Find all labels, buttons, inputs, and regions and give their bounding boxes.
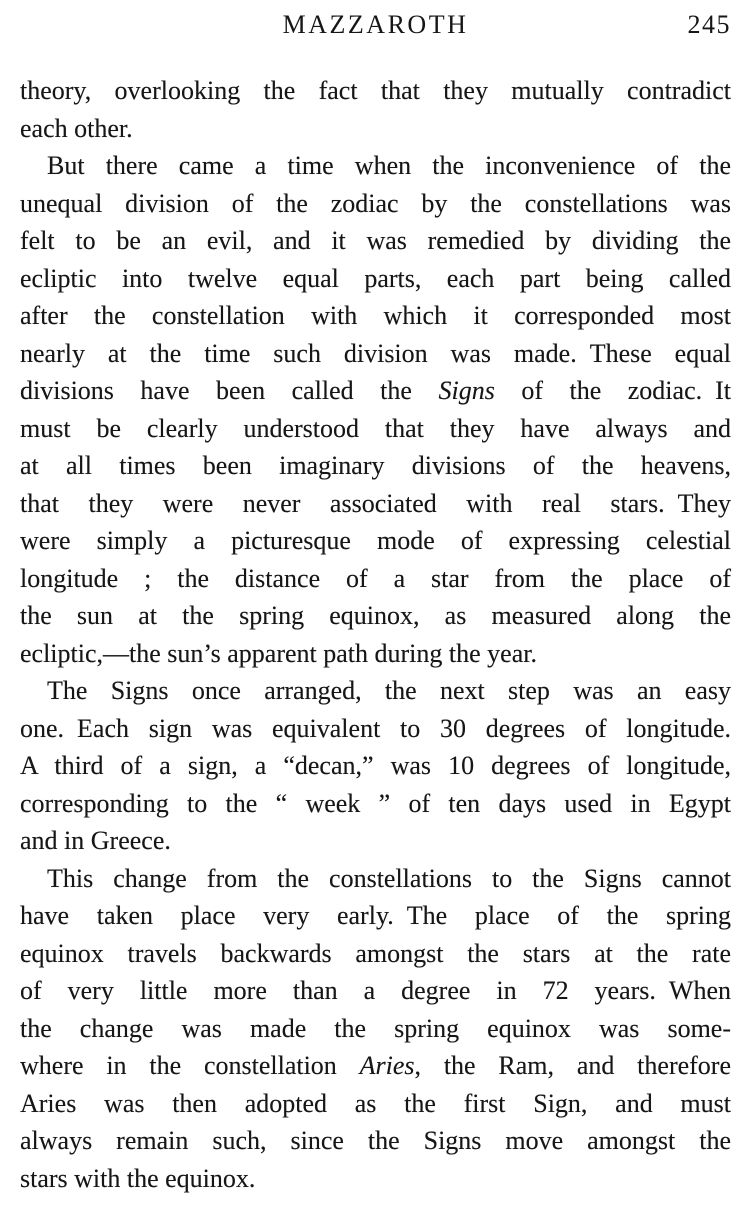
text-segment: each other.	[20, 113, 133, 143]
text-line	[20, 672, 731, 710]
page-number: 245	[687, 10, 731, 39]
text-segment: have taken place very early. The place of the spring	[20, 901, 731, 930]
text-line	[20, 785, 731, 823]
text-segment: that they were never associated with real stars. They	[20, 488, 731, 518]
text-line	[20, 297, 731, 335]
text-segment: But there came a time when the inconvenience of the	[47, 151, 731, 180]
text-segment: unequal division of the zodiac by the constellations was	[20, 188, 731, 218]
text-line	[20, 410, 731, 448]
text-line	[20, 972, 731, 1010]
page-title: MAZZAROTH	[282, 10, 469, 39]
text-line	[20, 822, 731, 860]
text-segment: where in the constellation	[20, 1051, 360, 1080]
text-segment: theory, overlooking the fact that they mutually contradict	[20, 76, 731, 105]
text-line	[20, 372, 731, 410]
text-line	[20, 635, 731, 673]
text-line	[20, 72, 731, 110]
text-segment: ecliptic into twelve equal parts, each part being called	[20, 263, 731, 293]
text-line	[20, 747, 731, 785]
text-line	[20, 110, 731, 148]
text-segment: Aries was then adopted as the first Sign, and must	[20, 1088, 731, 1118]
text-segment: divisions have been called the	[20, 376, 439, 405]
text-line	[20, 897, 731, 935]
text-line	[20, 1085, 731, 1123]
text-line	[20, 222, 731, 260]
running-header	[20, 10, 731, 40]
text-line	[20, 1160, 731, 1198]
text-line	[20, 1122, 731, 1160]
text-line	[20, 485, 731, 523]
page-body	[20, 72, 731, 1197]
text-segment: one. Each sign was equivalent to 30 degrees of longitude.	[20, 713, 731, 743]
text-segment: were simply a picturesque mode of expressing celestial	[20, 526, 731, 555]
text-segment: nearly at the time such division was made. These equal	[20, 338, 731, 368]
text-line	[20, 860, 731, 898]
italic-text: Signs	[438, 376, 495, 405]
text-segment: at all times been imaginary divisions of the heavens,	[20, 451, 731, 480]
text-segment: felt to be an evil, and it was remedied by dividing the	[20, 226, 731, 255]
text-segment: equinox travels backwards amongst the stars at the rate	[20, 938, 731, 968]
text-segment: This change from the constellations to the Signs cannot	[47, 863, 731, 893]
text-segment: the change was made the spring equinox was some-	[20, 1013, 731, 1043]
text-segment: ecliptic,—the sun’s apparent path during the year.	[20, 638, 537, 668]
text-line	[20, 935, 731, 973]
text-segment: must be clearly understood that they have always and	[20, 413, 731, 443]
text-line	[20, 710, 731, 748]
text-segment: and in Greece.	[20, 826, 171, 855]
text-segment: the sun at the spring equinox, as measured along the	[20, 601, 731, 630]
text-segment: , the Ram, and therefore	[414, 1051, 732, 1080]
text-line	[20, 1010, 731, 1048]
text-line	[20, 147, 731, 185]
text-segment: corresponding to the “ week ” of ten days used in Egypt	[20, 788, 731, 818]
text-segment: The Signs once arranged, the next step was an easy	[47, 676, 731, 705]
text-segment: of very little more than a degree in 72 years. When	[20, 976, 731, 1005]
text-segment: longitude ; the distance of a star from the place of	[20, 563, 731, 593]
text-line	[20, 522, 731, 560]
text-segment: always remain such, since the Signs move amongst the	[20, 1126, 731, 1155]
text-line	[20, 560, 731, 598]
text-segment: A third of a sign, a “decan,” was 10 degrees of longitude,	[20, 751, 731, 780]
text-line	[20, 185, 731, 223]
text-segment: stars with the equinox.	[20, 1163, 256, 1193]
text-segment: after the constellation with which it corresponded most	[20, 301, 731, 330]
text-segment: of the zodiac. It	[494, 376, 731, 405]
text-line	[20, 335, 731, 373]
text-line	[20, 1047, 731, 1085]
text-line	[20, 597, 731, 635]
italic-text: Aries	[359, 1051, 415, 1080]
text-line	[20, 447, 731, 485]
text-line	[20, 260, 731, 298]
